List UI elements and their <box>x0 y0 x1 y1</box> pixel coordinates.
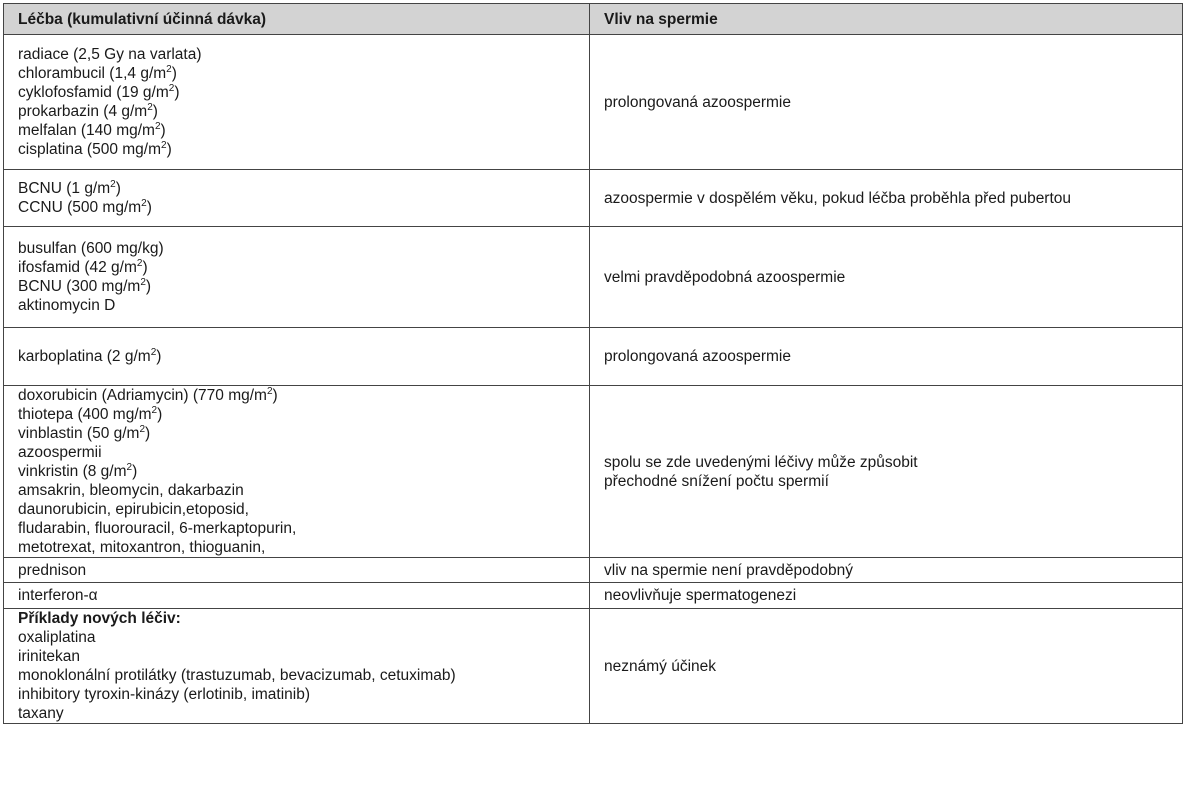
superscript: 2 <box>161 140 167 151</box>
effect-cell <box>590 609 1183 724</box>
treatment-cell <box>4 35 590 170</box>
treatment-line: irinitekan <box>18 648 81 665</box>
effect-cell <box>590 583 1183 609</box>
table-header-row <box>4 4 1183 35</box>
effect-cell <box>590 386 1183 558</box>
effect-line: prolongovaná azoospermie <box>604 348 791 365</box>
table-row <box>4 35 1183 170</box>
superscript: 2 <box>139 424 146 435</box>
treatment-cell <box>4 170 590 227</box>
superscript: 2 <box>110 179 116 190</box>
treatment-line: inhibitory tyroxin-kinázy (erlotinib, imatinib) <box>18 686 311 703</box>
treatment-line: thiotepa (400 $mg/m^2$) <box>18 405 163 423</box>
effect-line: spolu se zde uvedenými léčivy může způsobit <box>604 453 918 471</box>
effect-cell <box>590 227 1183 328</box>
table-row <box>4 170 1183 227</box>
superscript: 2 <box>166 64 172 75</box>
treatment-line: BCNU (300 $mg/m^2$) <box>18 277 152 295</box>
effect-cell <box>590 35 1183 170</box>
superscript: 2 <box>141 198 147 209</box>
treatment-line: interferon-α <box>18 587 98 604</box>
effect-line: vliv na spermie není pravděpodobný <box>604 561 854 579</box>
superscript: 2 <box>150 347 157 358</box>
section-heading: Příklady nových léčiv: <box>18 610 181 627</box>
superscript: 2 <box>266 386 273 397</box>
treatment-line: prednison <box>18 561 87 579</box>
treatment-line: metotrexat, mitoxantron, thioguanin, <box>18 539 266 556</box>
treatment-line: cyklofosfamid (19 $g/m^2$) <box>18 83 180 101</box>
treatment-line: aktinomycin D <box>18 297 116 314</box>
superscript: 2 <box>168 83 175 94</box>
treatment-line: busulfan (600 mg/kg) <box>18 240 164 257</box>
treatment-line: azoospermii <box>18 444 102 461</box>
treatment-line: melfalan (140 $mg/m^2$) <box>18 121 166 139</box>
effect-line: prolongovaná azoospermie <box>604 93 791 111</box>
effect-cell <box>590 558 1183 583</box>
treatment-line: BCNU (1 $g/m^2$) <box>18 179 121 197</box>
effect-cell <box>590 328 1183 386</box>
treatment-line: radiace (2,5 Gy na varlata) <box>18 46 202 63</box>
superscript: 2 <box>151 405 158 416</box>
table-row <box>4 227 1183 328</box>
treatment-effects-table <box>3 3 1183 724</box>
treatment-line: oxaliplatina <box>18 629 96 646</box>
superscript: 2 <box>136 258 143 269</box>
treatment-cell <box>4 609 590 724</box>
superscript: 2 <box>154 121 161 132</box>
treatment-line: doxorubicin (Adriamycin) (770 $mg/m^2$) <box>18 386 278 404</box>
treatment-line: prokarbazin (4 $g/m^2$) <box>18 102 158 120</box>
effect-cell <box>590 170 1183 227</box>
effect-line: přechodné snížení počtu spermií <box>604 472 829 490</box>
effect-line: neznámý účinek <box>604 657 717 675</box>
treatment-cell <box>4 227 590 328</box>
superscript: 2 <box>140 277 146 288</box>
superscript: 2 <box>147 102 153 113</box>
treatment-line: vinkristin (8 $g/m^2$) <box>18 462 138 480</box>
treatment-line: taxany <box>18 705 64 722</box>
treatment-line: vinblastin (50 $g/m^2$) <box>18 424 151 442</box>
treatment-cell <box>4 558 590 583</box>
treatment-line: amsakrin, bleomycin, dakarbazin <box>18 482 244 499</box>
table-body <box>4 35 1183 724</box>
header-treatment: Léčba (kumulativní účinná dávka) <box>4 4 590 35</box>
table-row <box>4 328 1183 386</box>
effect-line: azoospermie v dospělém věku, pokud léčba proběhla před pubertou <box>604 189 1072 207</box>
table-row <box>4 386 1183 558</box>
treatment-cell <box>4 328 590 386</box>
treatment-line: ifosfamid (42 $g/m^2$) <box>18 258 148 276</box>
table-row <box>4 558 1183 583</box>
treatment-cell <box>4 583 590 609</box>
treatment-line: CCNU (500 $mg/m^2$) <box>18 198 152 216</box>
table-row <box>4 583 1183 609</box>
table-row <box>4 609 1183 724</box>
treatment-line: karboplatina (2 $g/m^2$) <box>18 347 162 365</box>
treatment-line: fludarabin, fluorouracil, 6-merkaptopurin, <box>18 520 297 537</box>
treatment-line: monoklonální protilátky (trastuzumab, bevacizumab, cetuximab) <box>18 667 456 684</box>
effect-line: neovlivňuje spermatogenezi <box>604 587 797 604</box>
header-effect: Vliv na spermie <box>590 4 1183 35</box>
treatment-line: cisplatina (500 $mg/m^2$) <box>18 140 172 158</box>
superscript: 2 <box>126 462 133 473</box>
treatment-cell <box>4 386 590 558</box>
treatment-line: daunorubicin, epirubicin,etoposid, <box>18 501 249 518</box>
treatment-line: chlorambucil (1,4 $g/m^2$) <box>18 64 177 82</box>
effect-line: velmi pravděpodobná azoospermie <box>604 268 846 286</box>
